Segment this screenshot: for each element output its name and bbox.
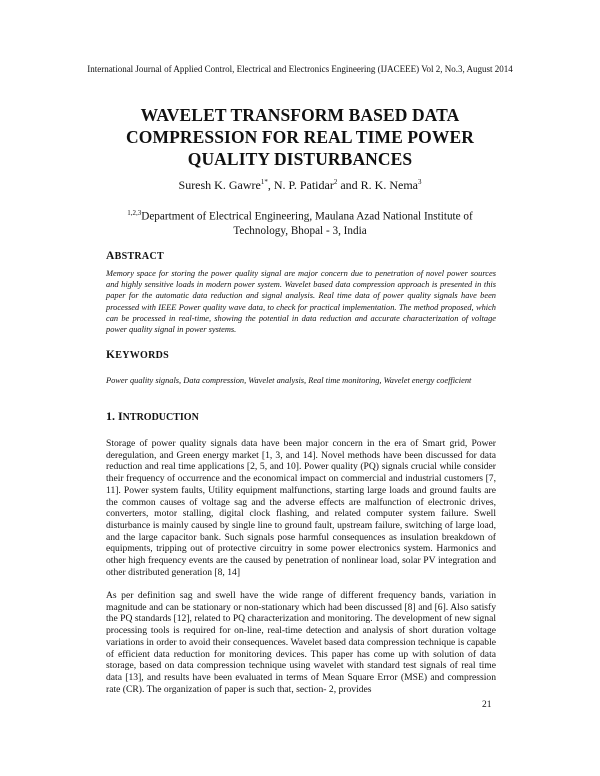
author-3-sup: 3: [417, 178, 422, 186]
author-sep-2: and: [337, 178, 361, 192]
abstract-heading-initial: A: [106, 250, 115, 262]
author-2: N. P. Patidar: [273, 178, 334, 192]
author-list: [0, 178, 600, 193]
affiliation-sup: 1,2,3: [127, 209, 142, 217]
author-3: R. K. Nema: [360, 178, 418, 192]
title-line-1: WAVELET TRANSFORM BASED DATA: [140, 105, 460, 125]
author-1-sup: 1*: [260, 178, 268, 186]
affiliation: [110, 206, 490, 238]
keywords-heading-initial: K: [106, 349, 116, 361]
affiliation-line-1: Department of Electrical Engineering, Maulana Azad National Institute of: [141, 210, 473, 223]
paper-title: [60, 104, 540, 170]
author-2-sup: 2: [333, 178, 338, 186]
title-line-2: COMPRESSION FOR REAL TIME POWER: [126, 127, 474, 147]
keywords-text: Power quality signals, Data compression, Wavelet analysis, Real time monitoring, Wavelet energy coefficient: [106, 376, 472, 385]
keywords-heading: [106, 349, 169, 361]
page-number: 21: [482, 700, 492, 710]
intro-paragraph-1: Storage of power quality signals data have been major concern in the era of Smart grid, Power deregulation, and Green energy market [1, 3, and 14]. Novel methods have been discussed for data reduction and real time applications [2, 5, and 10]. Power quality (PQ) signals crucial while consider their frequency of occurrence and the economical impact on commercial and industrial customers [7, 11]. Power system faults, Utility equipment malfunctions, starting large loads and ground faults are the common causes of voltage sag and the adverse effects are malfunction of electronic drives, converters, motor stalling, digital clock flashing, and related computer system failure. Swell disturbance is mainly caused by single line to ground fault, upstream failure, switching of large load, and the large capacitor bank. Such signals pose harmful consequences as insulation breakdown of equipments, tripping out of protective circuitry in some power electronics system. Harmonics and other high frequency events are the caused by penetration of nonlinear load, solar PV integration and other distributed generation [8, 14]: [106, 438, 496, 578]
author-sep-1: ,: [267, 178, 274, 192]
abstract-text: Memory space for storing the power quality signal are major concern due to penetration of novel power sources and highly sensitive loads in modern power system. Wavelet based data compression approach is presented in this paper for the automatic data reduction and signal analysis. Real time data of power quality signals have been processed with IEEE Power quality wave data, to check for practical implementation. The method proposed, which can be processed in real-time, showing the potential in data reduction and accurate characterization of voltage power quality signal in power systems.: [106, 269, 496, 335]
section-title-rest: NTRODUCTION: [122, 412, 199, 423]
abstract-heading: [106, 250, 164, 262]
intro-paragraph-2: As per definition sag and swell have the wide range of different frequency bands, variation in magnitude and can be stationary or non-stationary which had been discussed [8] and [6]. Also satisfy the PQ standards [12], related to PQ characterization and monitoring. The development of new signal processing tools is required for on-line, real-time detection and analysis of short duration voltage variations in order to avoid their consequences. Wavelet based data compression technique is capable of efficient data reduction for monitoring devices. This paper has come up with solution of data storage, based on data compression technique using wavelet with standard test signals of real time data [13], and results have been evaluated in terms of Mean Square Error (MSE) and compression rate (CR). The organization of paper is such that, section- 2, provides: [106, 590, 496, 695]
abstract-heading-rest: BSTRACT: [114, 251, 164, 262]
author-1: Suresh K. Gawre: [178, 178, 261, 192]
section-heading-introduction: [106, 409, 199, 424]
affiliation-line-2: Technology, Bhopal - 3, India: [233, 224, 367, 237]
title-line-3: QUALITY DISTURBANCES: [187, 149, 413, 169]
keywords-heading-rest: EYWORDS: [115, 350, 170, 361]
journal-header: International Journal of Applied Control, Electrical and Electronics Engineering (IJACEEE) Vol 2, No.3, August 2014: [87, 64, 513, 74]
section-number: 1. I: [106, 409, 123, 423]
